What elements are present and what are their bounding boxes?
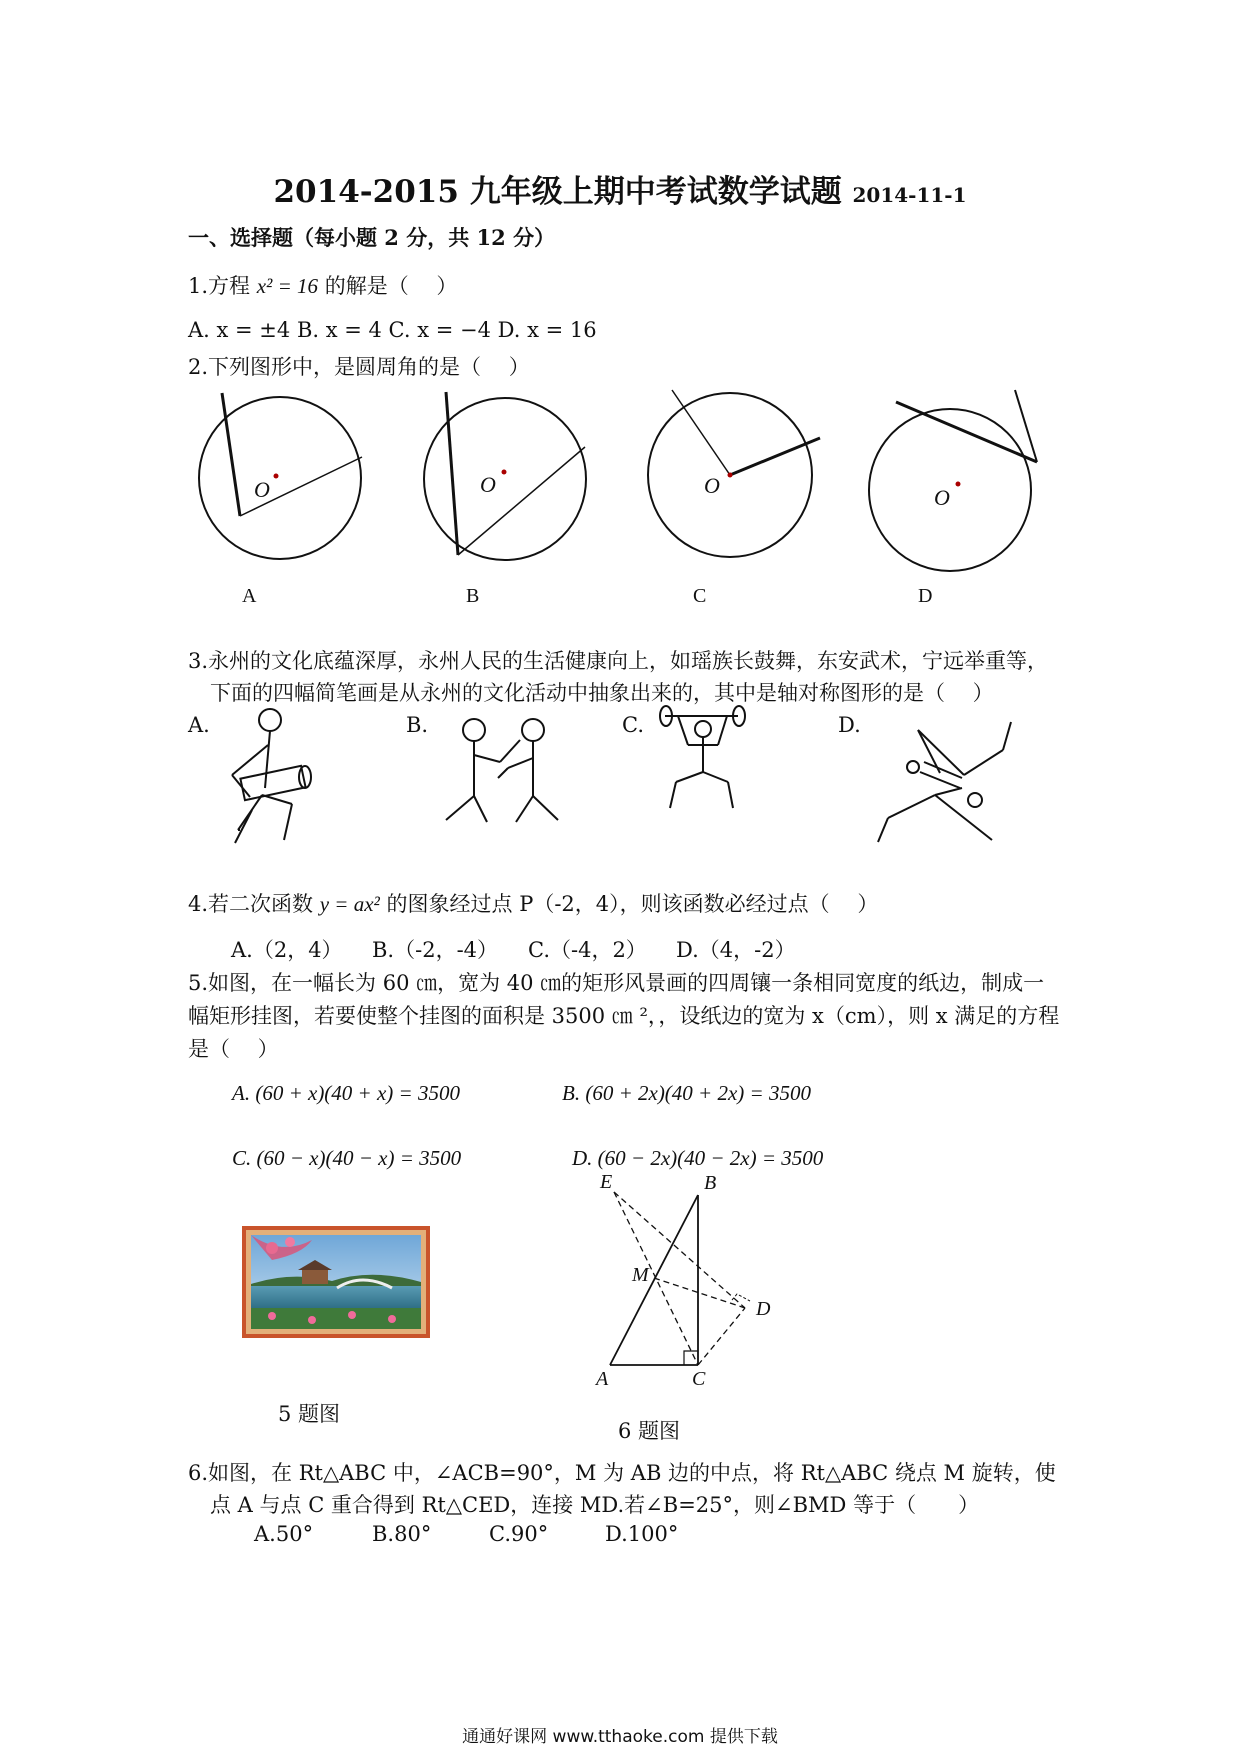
q3-line2: 下面的四幅简笔画是从永州的文化活动中抽象出来的，其中是轴对称图形的是（ ） — [210, 681, 994, 705]
q4-option-d: D.（4，-2） — [676, 938, 796, 962]
q1-stem-post: 的解是（ ） — [324, 274, 458, 298]
q6-option-b: B.80° — [372, 1522, 432, 1546]
q1-equation: x² = 16 — [256, 274, 319, 298]
q4-option-c: C.（-4，2） — [528, 938, 647, 962]
q2-center-c — [728, 473, 733, 478]
q6-right-angle-d — [732, 1294, 750, 1301]
title-main: 2014-2015 九年级上期中考试数学试题 — [273, 174, 842, 210]
q6-point-e: E — [600, 1171, 613, 1193]
q6-point-b: B — [704, 1172, 717, 1194]
q6-dash-cd — [698, 1308, 745, 1365]
q4-equation: y = ax² — [319, 892, 380, 916]
q6-line1: 6.如图，在 Rt△ABC 中，∠ACB=90°，M 为 AB 边的中点，将 Rt△ABC 绕点 M 旋转，使 — [188, 1461, 1056, 1485]
q6-option-d: D.100° — [605, 1522, 679, 1546]
q6-option-a: A.50° — [254, 1522, 314, 1546]
q1-stem — [188, 270, 457, 300]
q3-label-b: B. — [406, 713, 429, 737]
q3-label-a: A. — [188, 713, 210, 737]
q6-point-c: C — [692, 1368, 706, 1390]
q1-stem-pre: 1.方程 — [188, 274, 251, 298]
q2-o-c: O — [704, 473, 720, 498]
q5-option-b: B. (60 + 2x)(40 + 2x) = 3500 — [562, 1081, 811, 1105]
q6-option-c: C.90° — [489, 1522, 549, 1546]
q5-option-d: D. (60 − 2x)(40 − 2x) = 3500 — [572, 1146, 824, 1170]
q2-label-d: D — [918, 585, 933, 607]
q2-label-b: B — [466, 585, 480, 607]
q5-line1: 5.如图，在一幅长为 60 ㎝，宽为 40 ㎝的矩形风景画的四周镶一条相同宽度的纸边，制成一 — [188, 971, 1045, 995]
q2-tangent-d2 — [1015, 390, 1037, 462]
q5-option-c: C. (60 − x)(40 − x) = 3500 — [232, 1146, 462, 1170]
q3-figures — [0, 700, 1240, 860]
q6-right-angle-c — [684, 1351, 698, 1365]
q2-center-a — [274, 474, 279, 479]
q3-label-c: C. — [622, 713, 644, 737]
q3-figure-b — [446, 719, 558, 822]
q5-line3: 是（ ） — [188, 1037, 279, 1061]
footer-source: 通通好课网 www.tthaoke.com 提供下载 — [462, 1727, 778, 1747]
q5-option-a: A. (60 + x)(40 + x) = 3500 — [232, 1081, 460, 1105]
q2-o-b: O — [480, 472, 496, 497]
q5-landscape-picture — [242, 1226, 430, 1338]
title-date: 2014-11-1 — [852, 183, 967, 207]
q6-caption: 6 题图 — [618, 1419, 681, 1443]
q2-circle-d — [869, 409, 1031, 571]
q2-label-c: C — [693, 585, 707, 607]
q4-option-a: A.（2，4） — [231, 938, 343, 962]
q2-figures — [0, 380, 1240, 620]
q2-stem: 2.下列图形中，是圆周角的是（ ） — [188, 355, 530, 379]
q5-caption: 5 题图 — [278, 1402, 341, 1426]
q4-stem-pre: 4.若二次函数 — [188, 892, 314, 916]
q2-center-b — [502, 470, 507, 475]
q3-label-d: D. — [838, 713, 861, 737]
q2-label-a: A — [242, 585, 257, 607]
q1-options: A. x = ±4 B. x = 4 C. x = −4 D. x = 16 — [188, 318, 597, 342]
q2-chord-b2 — [458, 447, 585, 555]
q4-option-b: B.（-2，-4） — [372, 938, 499, 962]
q6-side-ab — [610, 1195, 698, 1365]
q4-stem-post: 的图象经过点 P（-2，4），则该函数必经过点（ ） — [386, 892, 879, 916]
q6-line2: 点 A 与点 C 重合得到 Rt△CED，连接 MD.若∠B=25°，则∠BMD 等于（ ） — [210, 1493, 980, 1517]
q3-figure-d — [878, 722, 1011, 842]
q2-circle-a — [199, 397, 361, 559]
q6-dash-ed — [614, 1192, 745, 1308]
q2-o-d: O — [934, 485, 950, 510]
q2-center-d — [956, 482, 961, 487]
q2-ray-c2 — [730, 438, 820, 475]
q2-ray-c1 — [672, 390, 730, 475]
q6-point-a: A — [596, 1368, 609, 1390]
page-title — [0, 166, 1240, 211]
q2-chord-a1 — [222, 393, 240, 516]
q2-o-a: O — [254, 477, 270, 502]
section-heading: 一、选择题（每小题 2 分，共 12 分） — [188, 225, 556, 250]
q3-figure-c — [660, 706, 745, 808]
q4-stem — [188, 888, 878, 918]
q6-geometry-figure — [580, 1170, 810, 1400]
q5-line2: 幅矩形挂图，若要使整个挂图的面积是 3500 ㎝ ²，，设纸边的宽为 x（cm），则 x 满足的方程 — [188, 1004, 1060, 1028]
q6-point-m: M — [632, 1264, 649, 1286]
q3-line1: 3.永州的文化底蕴深厚，永州人民的生活健康向上，如瑶族长鼓舞，东安武术，宁远举重等， — [188, 649, 1049, 673]
q3-figure-a — [232, 709, 311, 843]
q6-point-d: D — [756, 1298, 771, 1320]
